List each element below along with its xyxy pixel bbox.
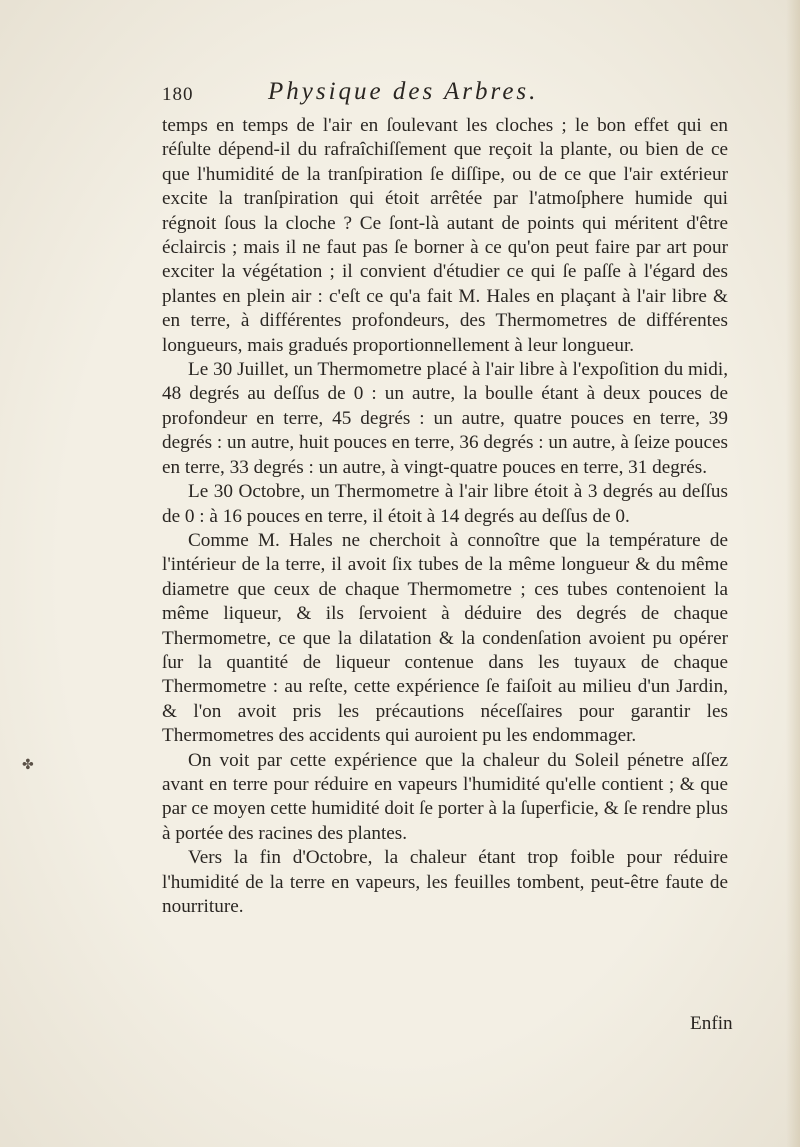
paragraph-2: Le 30 Juillet, un Thermometre placé à l'air libre à l'expoſition du midi, 48 degrés au deſſus de 0 : un autre, la boulle étant à deux pouces de profondeur en terre, 45 degrés : un autre, quatre pouces en terre, 39 degrés : un autre, huit pouces en terre, 36 degrés : un autre, à ſeize pouces en terre, 33 degrés : un autre, à vingt-quatre pouces en terre, 31 degrés. [162,359,728,478]
body-text [162,114,728,919]
paragraph-3: Le 30 Octobre, un Thermometre à l'air libre étoit à 3 degrés au deſſus de 0 : à 16 pouces en terre, il étoit à 14 degrés au deſſus de 0. [162,481,728,527]
page-edge-shadow [786,0,800,1147]
margin-mark-icon: ✤ [22,757,34,773]
catchword: Enfin [690,1013,733,1034]
running-title: Physique des Arbres. [268,78,539,105]
page-number: 180 [162,84,194,105]
paragraph-1: temps en temps de l'air en ſoulevant les cloches ; le bon effet qui en réſulte dépend-il du rafraîchiſſement que reçoit la plante, ou bien de ce que l'humidité de la tranſpiration ſe diſſipe, ou de ce que l'air extérieur excite la tranſpiration qui étoit arrêtée par l'atmoſphere humide qui régnoit ſous la cloche ? Ce ſont-là autant de points qui méritent d'être éclaircis ; mais il ne faut pas ſe borner à ce qu'on peut faire par art pour exciter la végétation ; il convient d'étudier ce qui ſe paſſe à l'égard des plantes en plein air : c'eſt ce qu'a fait M. Hales en plaçant à l'air libre & en terre, à différentes profondeurs, des Thermometres de différentes longueurs, mais gradués proportionnellement à leur longueur. [162,115,728,356]
paragraph-6: Vers la fin d'Octobre, la chaleur étant trop foible pour réduire l'humidité de la terre en vapeurs, les feuilles tombent, peut-être faute de nourriture. [162,847,728,917]
paragraph-4: Comme M. Hales ne cherchoit à connoître que la température de l'intérieur de la terre, il avoit ſix tubes de la même longueur & du même diametre que ceux de chaque Thermometre ; ces tubes contenoient la même liqueur, & ils ſervoient à déduire des degrés de chaque Thermometre, ce que la dilatation & la condenſation avoient pu opérer ſur la quantité de liqueur contenue dans les tuyaux de chaque Thermometre : au reſte, cette expérience ſe faiſoit au milieu d'un Jardin, & l'on avoit pris les précautions néceſſaires pour garantir les Thermometres des accidents qui auroient pu les endommager. [162,529,728,747]
paragraph-5: On voit par cette expérience que la chaleur du Soleil pénetre aſſez avant en terre pour réduire en vapeurs l'humidité qu'elle contient ; & que par ce moyen cette humidité doit ſe porter à la ſuperficie, & ſe rendre plus à portée des racines des plantes. [162,749,728,844]
page-header [162,78,722,112]
